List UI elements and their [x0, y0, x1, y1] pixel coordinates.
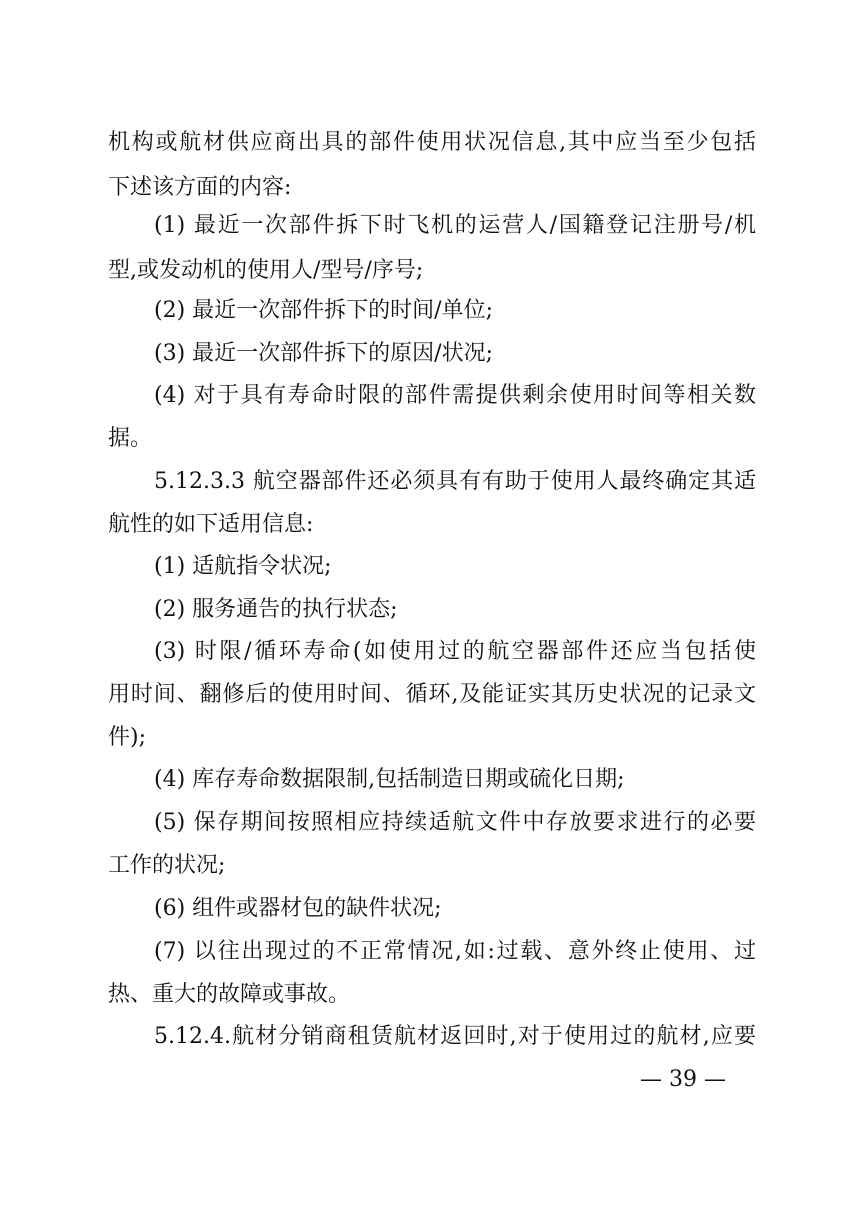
text-line: (2) 服务通告的执行状态; — [154, 597, 398, 622]
text-line: (5) 保存期间按照相应持续适航文件中存放要求进行的必要 — [154, 810, 756, 835]
text-line: 航性的如下适用信息: — [108, 512, 314, 537]
text-line: (4) 对于具有寿命时限的部件需提供剩余使用时间等相关数 — [154, 383, 756, 408]
text-line: (1) 适航指令状况; — [154, 554, 332, 579]
text-line: 5.12.3.3 航空器部件还必须具有有助于使用人最终确定其适 — [154, 469, 756, 494]
text-line: 据。 — [108, 426, 153, 451]
text-line: 型,或发动机的使用人/型号/序号; — [108, 258, 424, 283]
text-line: (2) 最近一次部件拆下的时间/单位; — [154, 298, 493, 323]
text-line: 件); — [108, 725, 146, 750]
text-line: (3) 最近一次部件拆下的原因/状况; — [154, 341, 493, 366]
text-line: (4) 库存寿命数据限制,包括制造日期或硫化日期; — [154, 767, 625, 792]
text-line: 5.12.4.航材分销商租赁航材返回时,对于使用过的航材,应要 — [154, 1024, 756, 1049]
text-line: 热、重大的故障或事故。 — [108, 982, 351, 1007]
text-line: (6) 组件或器材包的缺件状况; — [154, 896, 442, 921]
text-line: 工作的状况; — [108, 853, 226, 878]
text-line: (1) 最近一次部件拆下时飞机的运营人/国籍登记注册号/机 — [154, 213, 756, 238]
text-line: 机构或航材供应商出具的部件使用状况信息,其中应当至少包括 — [108, 130, 756, 155]
text-line: 用时间、翻修后的使用时间、循环,及能证实其历史状况的记录文 — [108, 682, 756, 707]
text-line: (3) 时限/循环寿命(如使用过的航空器部件还应当包括使 — [154, 639, 756, 664]
text-line: 下述该方面的内容: — [108, 175, 292, 200]
text-line: (7) 以往出现过的不正常情况,如:过载、意外终止使用、过 — [154, 939, 756, 964]
page-number: — 39 — — [640, 1067, 726, 1092]
